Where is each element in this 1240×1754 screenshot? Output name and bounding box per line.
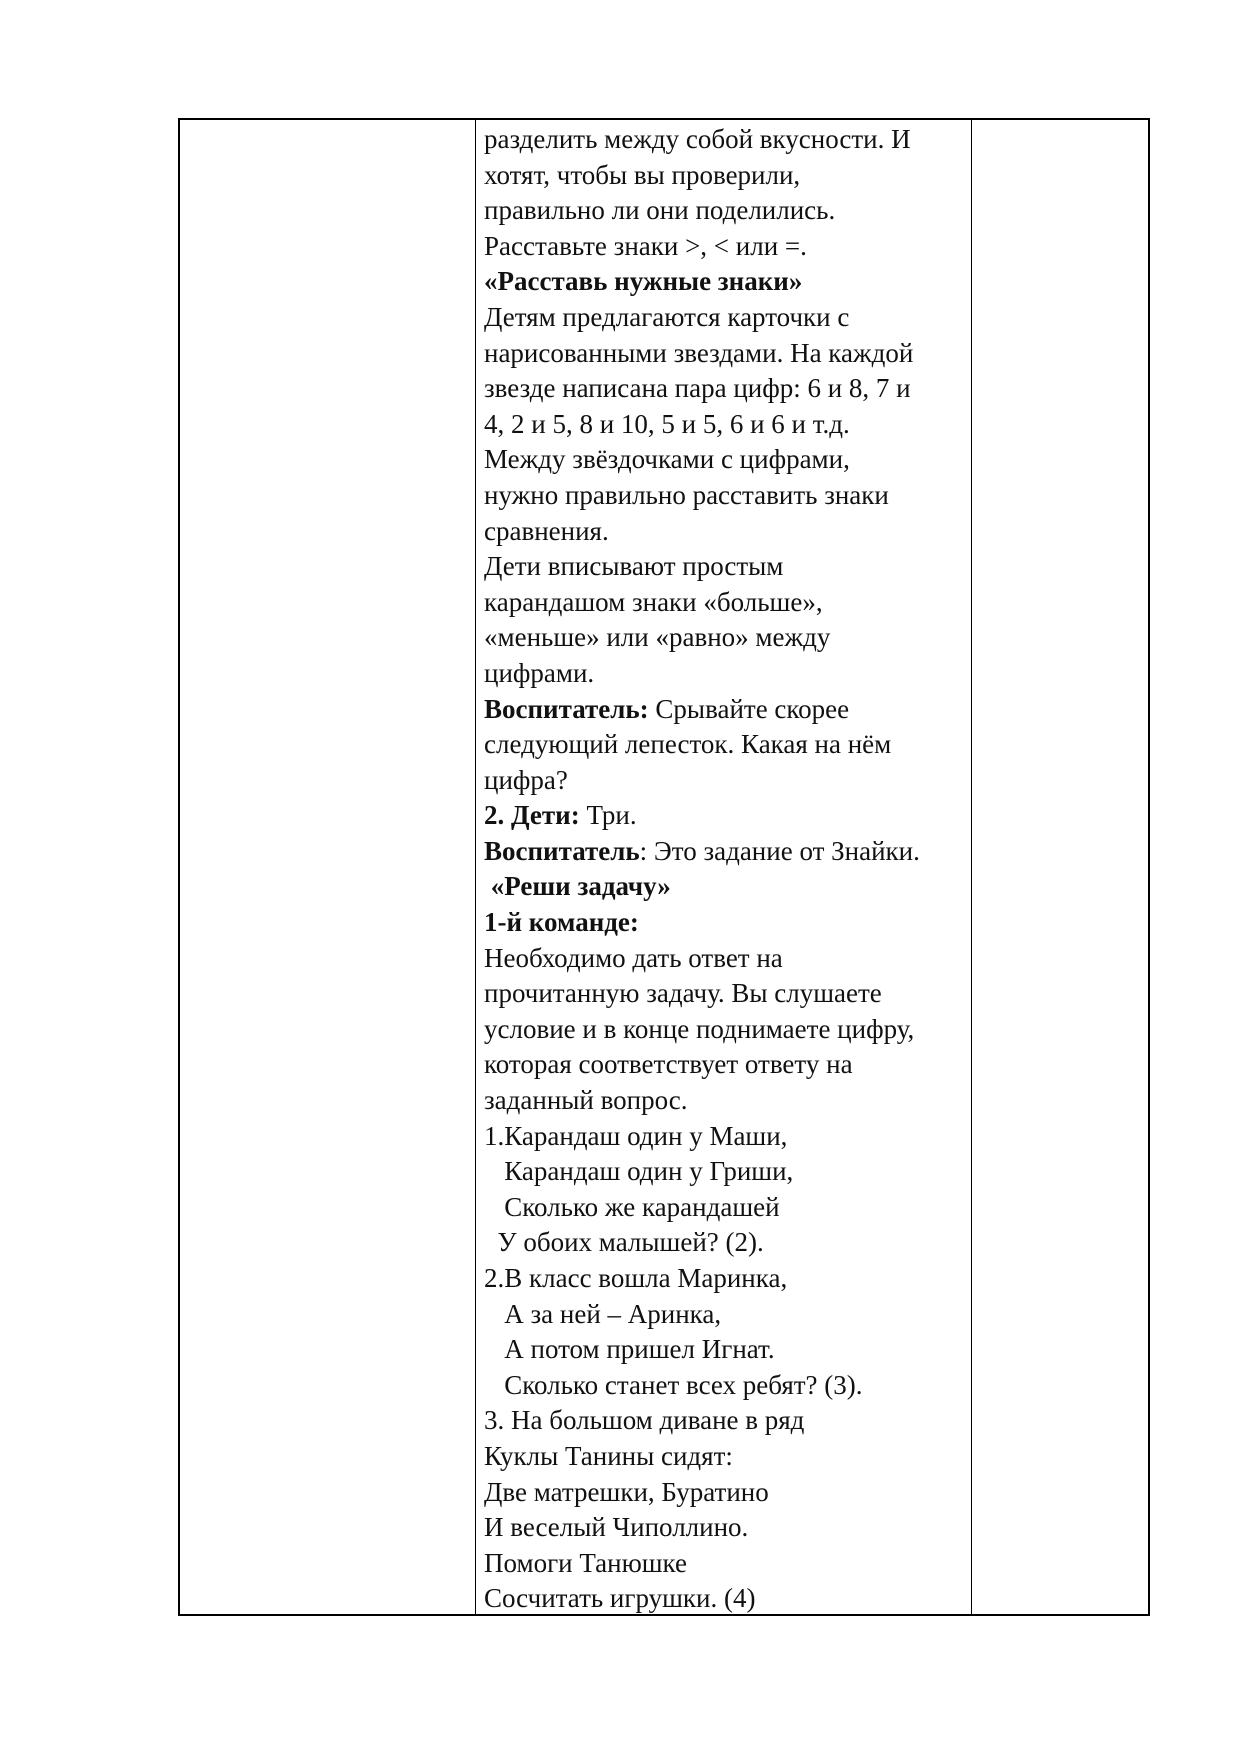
text-line: карандашом знаки «больше»,	[484, 586, 823, 617]
text-line: прочитанную задачу. Вы слушаете	[484, 978, 882, 1009]
speaker-label: Воспитатель	[484, 835, 640, 866]
text-line: цифрами.	[484, 657, 595, 688]
speaker-label: 2. Дети:	[484, 800, 580, 831]
text-line: Детям предлагаются карточки с	[484, 301, 850, 332]
text-line: Сколько же карандашей	[484, 1191, 780, 1222]
text-line: 2.В класс вошла Маринка,	[484, 1263, 788, 1293]
text-line: «меньше» или «равно» между	[484, 622, 831, 653]
text-line: Между звёздочками с цифрами,	[484, 444, 850, 475]
text-line: 1.Карандаш один у Маши,	[484, 1120, 788, 1151]
table-column-left	[180, 120, 476, 1614]
text-line: Карандаш один у Гриши,	[484, 1156, 794, 1187]
text-line: Необходимо дать ответ на	[484, 942, 783, 973]
table-column-middle	[476, 120, 972, 1614]
text-line: нарисованными звездами. На каждой	[484, 337, 914, 368]
line-text: Три.	[579, 800, 637, 831]
text-line: 3. На большом диване в ряд	[484, 1405, 805, 1436]
text-line: 4, 2 и 5, 8 и 10, 5 и 5, 6 и 6 и т.д.	[484, 408, 850, 439]
text-line: «Реши задачу»	[484, 871, 671, 902]
text-line: Сосчитать игрушки. (4)	[484, 1583, 756, 1614]
text-line: правильно ли они поделились.	[484, 195, 836, 226]
text-line: 1-й команде:	[484, 907, 639, 938]
text-line: нужно правильно расставить знаки	[484, 479, 889, 510]
text-line: которая соответствует ответу на	[484, 1049, 853, 1080]
text-line: «Расставь нужные знаки»	[484, 266, 803, 297]
text-line: Куклы Танины сидят:	[484, 1440, 733, 1471]
text-line: Сколько станет всех ребят? (3).	[484, 1369, 863, 1400]
text-line: У обоих малышей? (2).	[484, 1227, 764, 1258]
text-line	[484, 798, 971, 834]
line-text: Срывайте скорее	[648, 693, 850, 724]
text-line: условие и в конце поднимаете цифру,	[484, 1013, 915, 1044]
text-line: Расставьте знаки >, < или =.	[484, 230, 807, 261]
text-line: заданный вопрос.	[484, 1085, 688, 1116]
text-line: сравнения.	[484, 515, 609, 546]
text-line	[484, 692, 971, 728]
text-line: цифра?	[484, 764, 568, 795]
text-line	[484, 834, 971, 870]
text-line: А за ней – Аринка,	[484, 1298, 722, 1329]
text-line: Дети вписывают простым	[484, 551, 784, 582]
text-line: следующий лепесток. Какая на нём	[484, 729, 892, 760]
text-line: хотят, чтобы вы проверили,	[484, 159, 801, 190]
line-text: : Это задание от Знайки.	[639, 835, 920, 866]
lesson-table	[178, 118, 1150, 1616]
text-line: Две матрешки, Буратино	[484, 1476, 769, 1507]
text-line: Помоги Танюшке	[484, 1547, 687, 1578]
table-column-right	[972, 120, 1148, 1614]
text-line: А потом пришел Игнат.	[484, 1334, 775, 1365]
speaker-label: Воспитатель:	[484, 693, 649, 724]
text-line: И веселый Чиполлино.	[484, 1512, 749, 1543]
text-line: звезде написана пара цифр: 6 и 8, 7 и	[484, 373, 911, 404]
text-line: разделить между собой вкусности. И	[484, 124, 911, 154]
